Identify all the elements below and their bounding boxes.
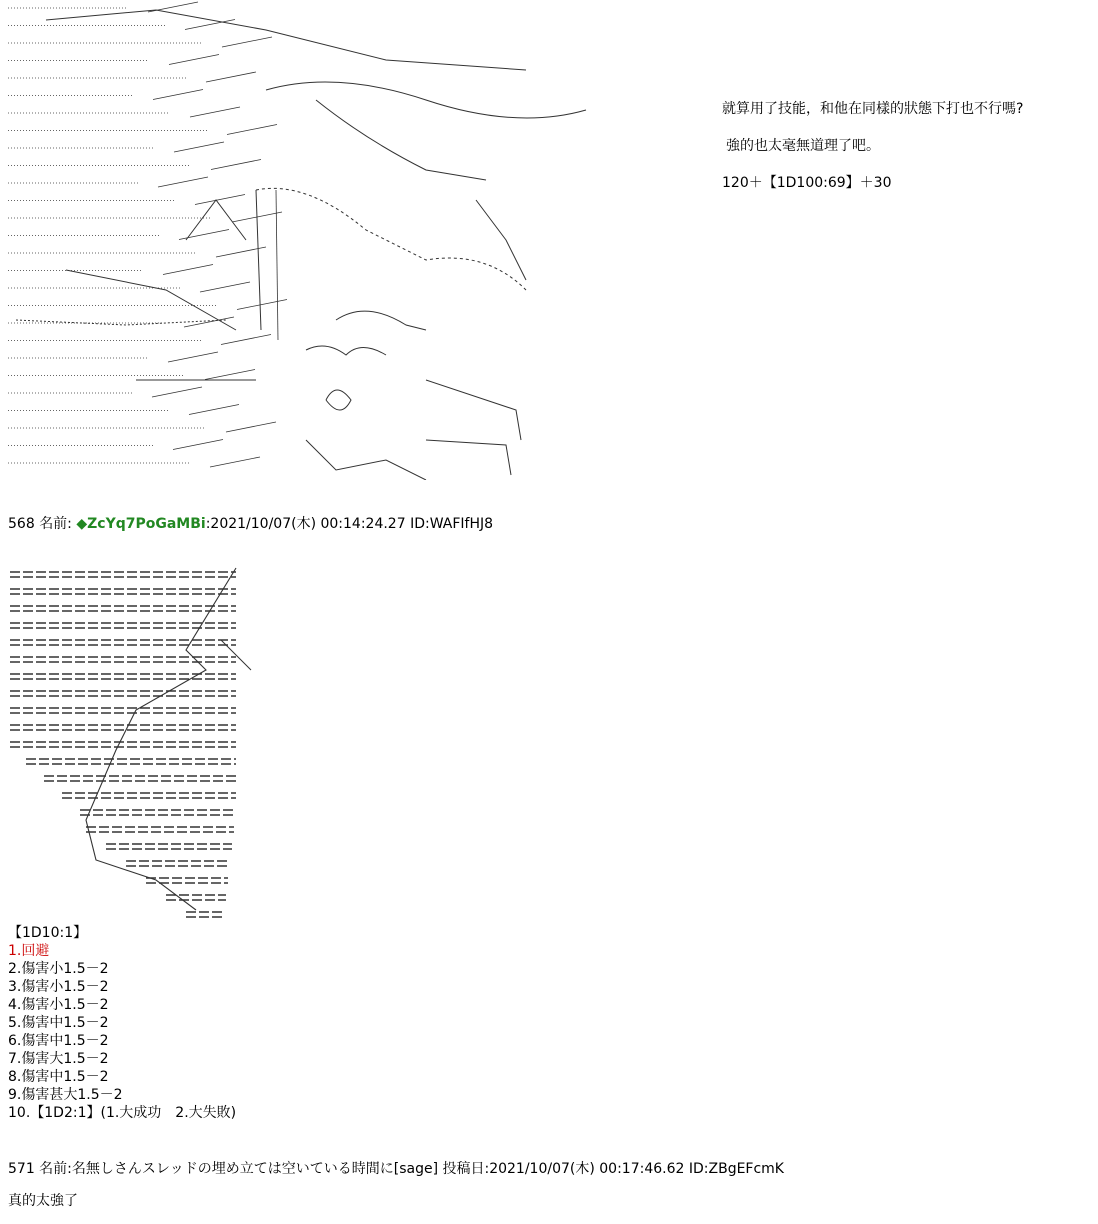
ascii-art-character — [6, 0, 606, 480]
art-stroke — [173, 440, 223, 450]
art-stroke — [306, 346, 386, 355]
art-stroke — [186, 200, 246, 240]
art-stroke — [195, 195, 245, 205]
dice-result-item: 1.回避 — [8, 943, 50, 959]
narration-line-2: 強的也太毫無道理了吧。 — [726, 138, 880, 154]
post-date: :2021/10/07(木) 00:14:24.27 ID:WAFIfHJ8 — [205, 516, 494, 532]
art-stroke — [189, 405, 239, 415]
post-name-label: 名前: — [39, 516, 72, 532]
art-stroke — [174, 142, 224, 152]
art-stroke — [200, 282, 250, 292]
art-stroke — [306, 440, 426, 480]
art-stroke — [227, 125, 277, 135]
art-stroke — [221, 335, 271, 345]
dice-result-item: 8.傷害中1.5－2 — [8, 1069, 109, 1085]
art-stroke — [476, 200, 526, 280]
dice-result-item: 5.傷害中1.5－2 — [8, 1015, 109, 1031]
ascii-art-wall — [6, 560, 266, 925]
art-stroke — [184, 317, 234, 327]
dice-result-item: 9.傷害甚大1.5－2 — [8, 1087, 123, 1103]
art-stroke — [158, 177, 208, 187]
art-stroke — [266, 82, 586, 118]
narration-line-1: 就算用了技能，和他在同樣的狀態下打也不行嗎? — [722, 101, 1024, 117]
art-stroke — [153, 90, 203, 100]
post-body-571: 真的太強了 — [8, 1193, 78, 1209]
dice-header: 【1D10:1】 — [8, 925, 88, 941]
dice-result-item: 2.傷害小1.5－2 — [8, 961, 109, 977]
art-stroke — [86, 568, 236, 910]
dice-result-item: 3.傷害小1.5－2 — [8, 979, 109, 995]
dice-result-item: 6.傷害中1.5－2 — [8, 1033, 109, 1049]
art-stroke — [169, 55, 219, 65]
art-stroke — [46, 10, 526, 70]
art-stroke — [16, 320, 226, 325]
art-stroke — [66, 270, 236, 330]
art-stroke — [163, 265, 213, 275]
art-stroke — [152, 387, 202, 397]
art-stroke — [185, 20, 235, 30]
post-header-568 — [8, 513, 493, 533]
dice-result-list — [8, 924, 236, 1122]
dice-result-item: 4.傷害小1.5－2 — [8, 997, 109, 1013]
art-stroke — [210, 457, 260, 467]
dice-result-item: 7.傷害大1.5－2 — [8, 1051, 109, 1067]
art-stroke — [179, 230, 229, 240]
art-stroke — [256, 188, 526, 290]
art-stroke — [426, 440, 511, 475]
post-header-571: 571 名前:名無しさんスレッドの埋め立ては空いている時間に[sage] 投稿日:2021/10/07(木) 00:17:46.62 ID:ZBgEFcmK — [8, 1161, 784, 1177]
art-stroke — [206, 72, 256, 82]
art-stroke — [205, 370, 255, 380]
art-stroke — [426, 380, 521, 440]
post-number: 568 — [8, 516, 35, 532]
dice-result-item: 10.【1D2:1】(1.大成功 2.大失敗) — [8, 1105, 237, 1121]
art-stroke — [168, 352, 218, 362]
art-stroke — [190, 107, 240, 117]
art-stroke — [326, 390, 351, 410]
art-stroke — [211, 160, 261, 170]
art-stroke — [237, 300, 287, 310]
art-stroke — [256, 190, 261, 330]
narration-line-3: 120＋【1D100:69】＋30 — [722, 175, 892, 191]
poster-trip: ◆ZcYq7PoGaMBi — [76, 516, 206, 532]
art-stroke — [226, 422, 276, 432]
art-stroke — [222, 37, 272, 47]
art-stroke — [316, 100, 486, 180]
art-stroke — [336, 311, 426, 330]
